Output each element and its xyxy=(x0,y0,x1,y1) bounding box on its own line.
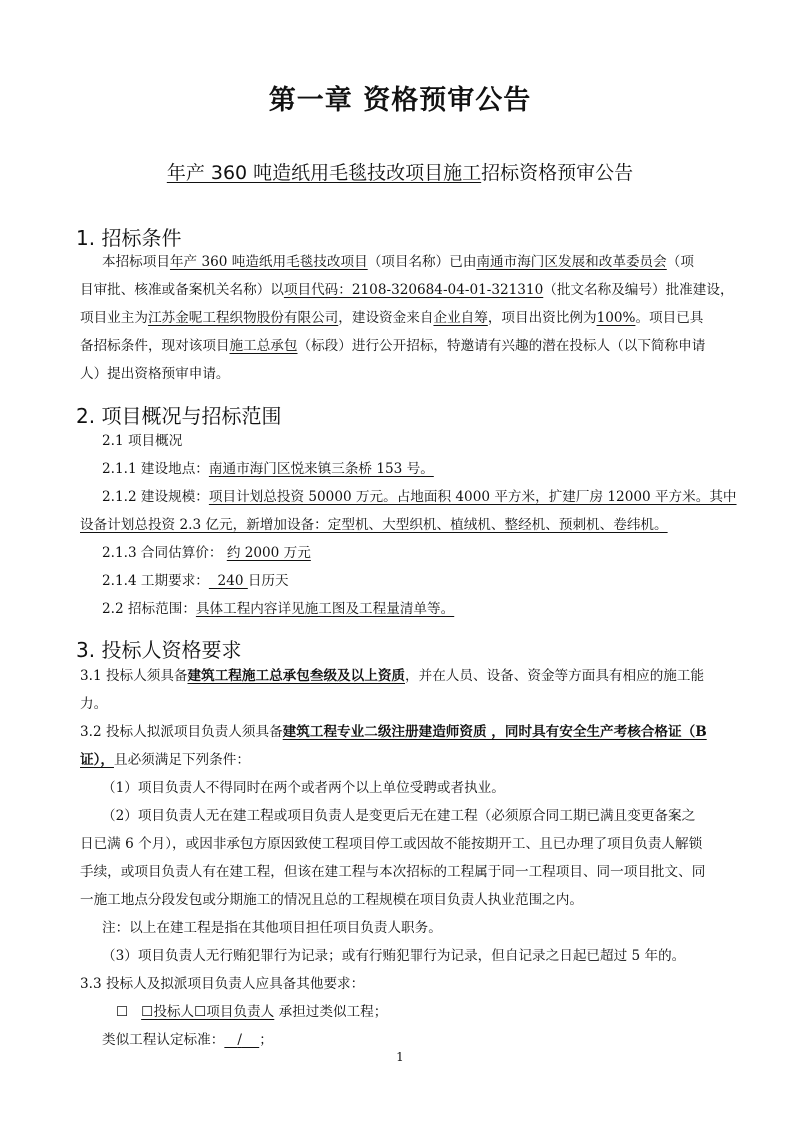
s1-line-1: 本招标项目年产 360 吨造纸用毛毯技改项目（项目名称）已由南通市海门区发展和改革委员会（项 xyxy=(102,254,694,270)
fund-ratio: 100% xyxy=(596,310,636,326)
section-1-heading: 1. 招标条件 xyxy=(76,226,182,250)
standard-value: / xyxy=(237,1032,242,1048)
qualification: 建筑工程施工总承包叁级及以上资质 xyxy=(187,668,406,684)
construction-scale-cont xyxy=(80,515,668,535)
condition-1: （1）项目负责人不得同时在两个或者两个以上单位受聘或者执业。 xyxy=(102,780,505,796)
location-value: 南通市海门区悦来镇三条桥 153 号。 xyxy=(208,461,434,477)
scale-value-2: 设备计划总投资 2.3 亿元，新增加设备：定型机、大型织机、植绒机、整经机、预刺机、卷纬机。 xyxy=(80,517,668,533)
bid-scope: 2.2 招标范围：具体工程内容详见施工图及工程量清单等。 xyxy=(102,601,455,617)
s1-line-5: 人）提出资格预审申请。 xyxy=(80,366,230,382)
project-owner: 江苏金呢工程织物股份有限公司 xyxy=(147,310,339,326)
similar-project-standard: 类似工程认定标准： / ； xyxy=(102,1032,273,1048)
price-value: 约 2000 万元 xyxy=(226,545,311,561)
approval-authority: 南通市海门区发展和改革委员会 xyxy=(476,254,667,270)
condition-2-line-1: （2）项目负责人无在建工程或项目负责人是变更后无在建工程（必须原合同工期已满且变更备案之 xyxy=(102,808,696,824)
sub-2-1: 2.1 项目概况 xyxy=(102,433,183,449)
req-3-3: 3.3 投标人及拟派项目负责人应具备其他要求： xyxy=(80,976,365,992)
condition-2-line-3: 手续，或项目负责人有在建工程，但该在建工程与本次招标的工程属于同一工程项目、同一项目批文、同 xyxy=(80,864,706,880)
scope-value: 具体工程内容详见施工图及工程量清单等。 xyxy=(195,601,455,617)
page-number: 1 xyxy=(396,1050,404,1064)
scale-value-1: 项目计划总投资 50000 万元。占地面积 4000 平方米，扩建厂房 12000 平方米。其中 xyxy=(208,489,737,505)
contract-estimate: 2.1.3 合同估算价： 约 2000 万元 xyxy=(102,545,311,561)
period-value: 240 xyxy=(217,573,244,589)
construction-location: 2.1.1 建设地点：南通市海门区悦来镇三条桥 153 号。 xyxy=(102,461,434,477)
similar-project-checkbox-row: ☐ ☐投标人☐项目负责人 承担过类似工程； xyxy=(116,1004,388,1020)
section-2-heading: 2. 项目概况与招标范围 xyxy=(76,404,282,428)
s1-line-3: 项目业主为江苏金呢工程织物股份有限公司，建设资金来自企业自筹，项目出资比例为100%。项目已具 xyxy=(80,310,704,326)
project-code: 项目代码：2108-320684-04-01-321310 xyxy=(283,282,544,298)
checkbox-options: ☐投标人☐项目负责人 xyxy=(141,1004,275,1020)
s1-line-2: 目审批、核准或备案机关名称）以项目代码：2108-320684-04-01-321310（批文名称及编号）批准建设， xyxy=(80,282,734,298)
condition-2-line-2: 日已满 6 个月），或因非承包方原因致使工程项目停工或因故不能按期开工、且已办理了项目负责人解锁 xyxy=(80,836,703,852)
req-3-1-cont: 力。 xyxy=(80,696,108,712)
note: 注：以上在建工程是指在其他项目担任项目负责人职务。 xyxy=(102,920,442,936)
req-3-2-cont: 证），且必须满足下列条件： xyxy=(80,752,250,768)
checkbox-icon[interactable]: ☐ xyxy=(116,1004,129,1020)
construction-scale: 2.1.2 建设规模：项目计划总投资 50000 万元。占地面积 4000 平方米，扩建厂房 12000 平方米。其中 xyxy=(102,489,737,505)
condition-2-line-4: 一施工地点分段发包或分期施工的情况且总的工程规模在项目负责人执业范围之内。 xyxy=(80,892,583,908)
project-name: 年产 360 吨造纸用毛毯技改项目施工 xyxy=(166,162,482,184)
chapter-title: 第一章 资格预审公告 xyxy=(268,85,532,116)
document-title xyxy=(0,158,800,185)
manager-qualification: 建筑工程专业二级注册建造师资质 ，同时具有安全生产考核合格证（B xyxy=(282,724,707,740)
bid-section: 施工总承包 xyxy=(229,338,298,354)
section-3-heading: 3. 投标人资格要求 xyxy=(76,638,242,662)
condition-3: （3）项目负责人无行贿犯罪行为记录；或有行贿犯罪行为记录，但自记录之日起已超过 5 年的。 xyxy=(102,948,686,964)
period-requirement: 2.1.4 工期要求： 240 日历天 xyxy=(102,573,289,589)
fund-source: 企业自筹 xyxy=(433,310,488,326)
title-suffix: 招标资格预审公告 xyxy=(481,162,634,184)
project-name-field: 年产 360 吨造纸用毛毯技改项目 xyxy=(169,254,368,270)
req-3-1: 3.1 投标人须具备建筑工程施工总承包叁级及以上资质，并在人员、设备、资金等方面具有相应的施工能 xyxy=(80,668,705,684)
s1-line-4: 备招标条件，现对该项目施工总承包（标段）进行公开招标，特邀请有兴趣的潜在投标人（以下简称申请 xyxy=(80,338,706,354)
req-3-2: 3.2 投标人拟派项目负责人须具备建筑工程专业二级注册建造师资质 ，同时具有安全生产考核合格证（B xyxy=(80,724,707,740)
